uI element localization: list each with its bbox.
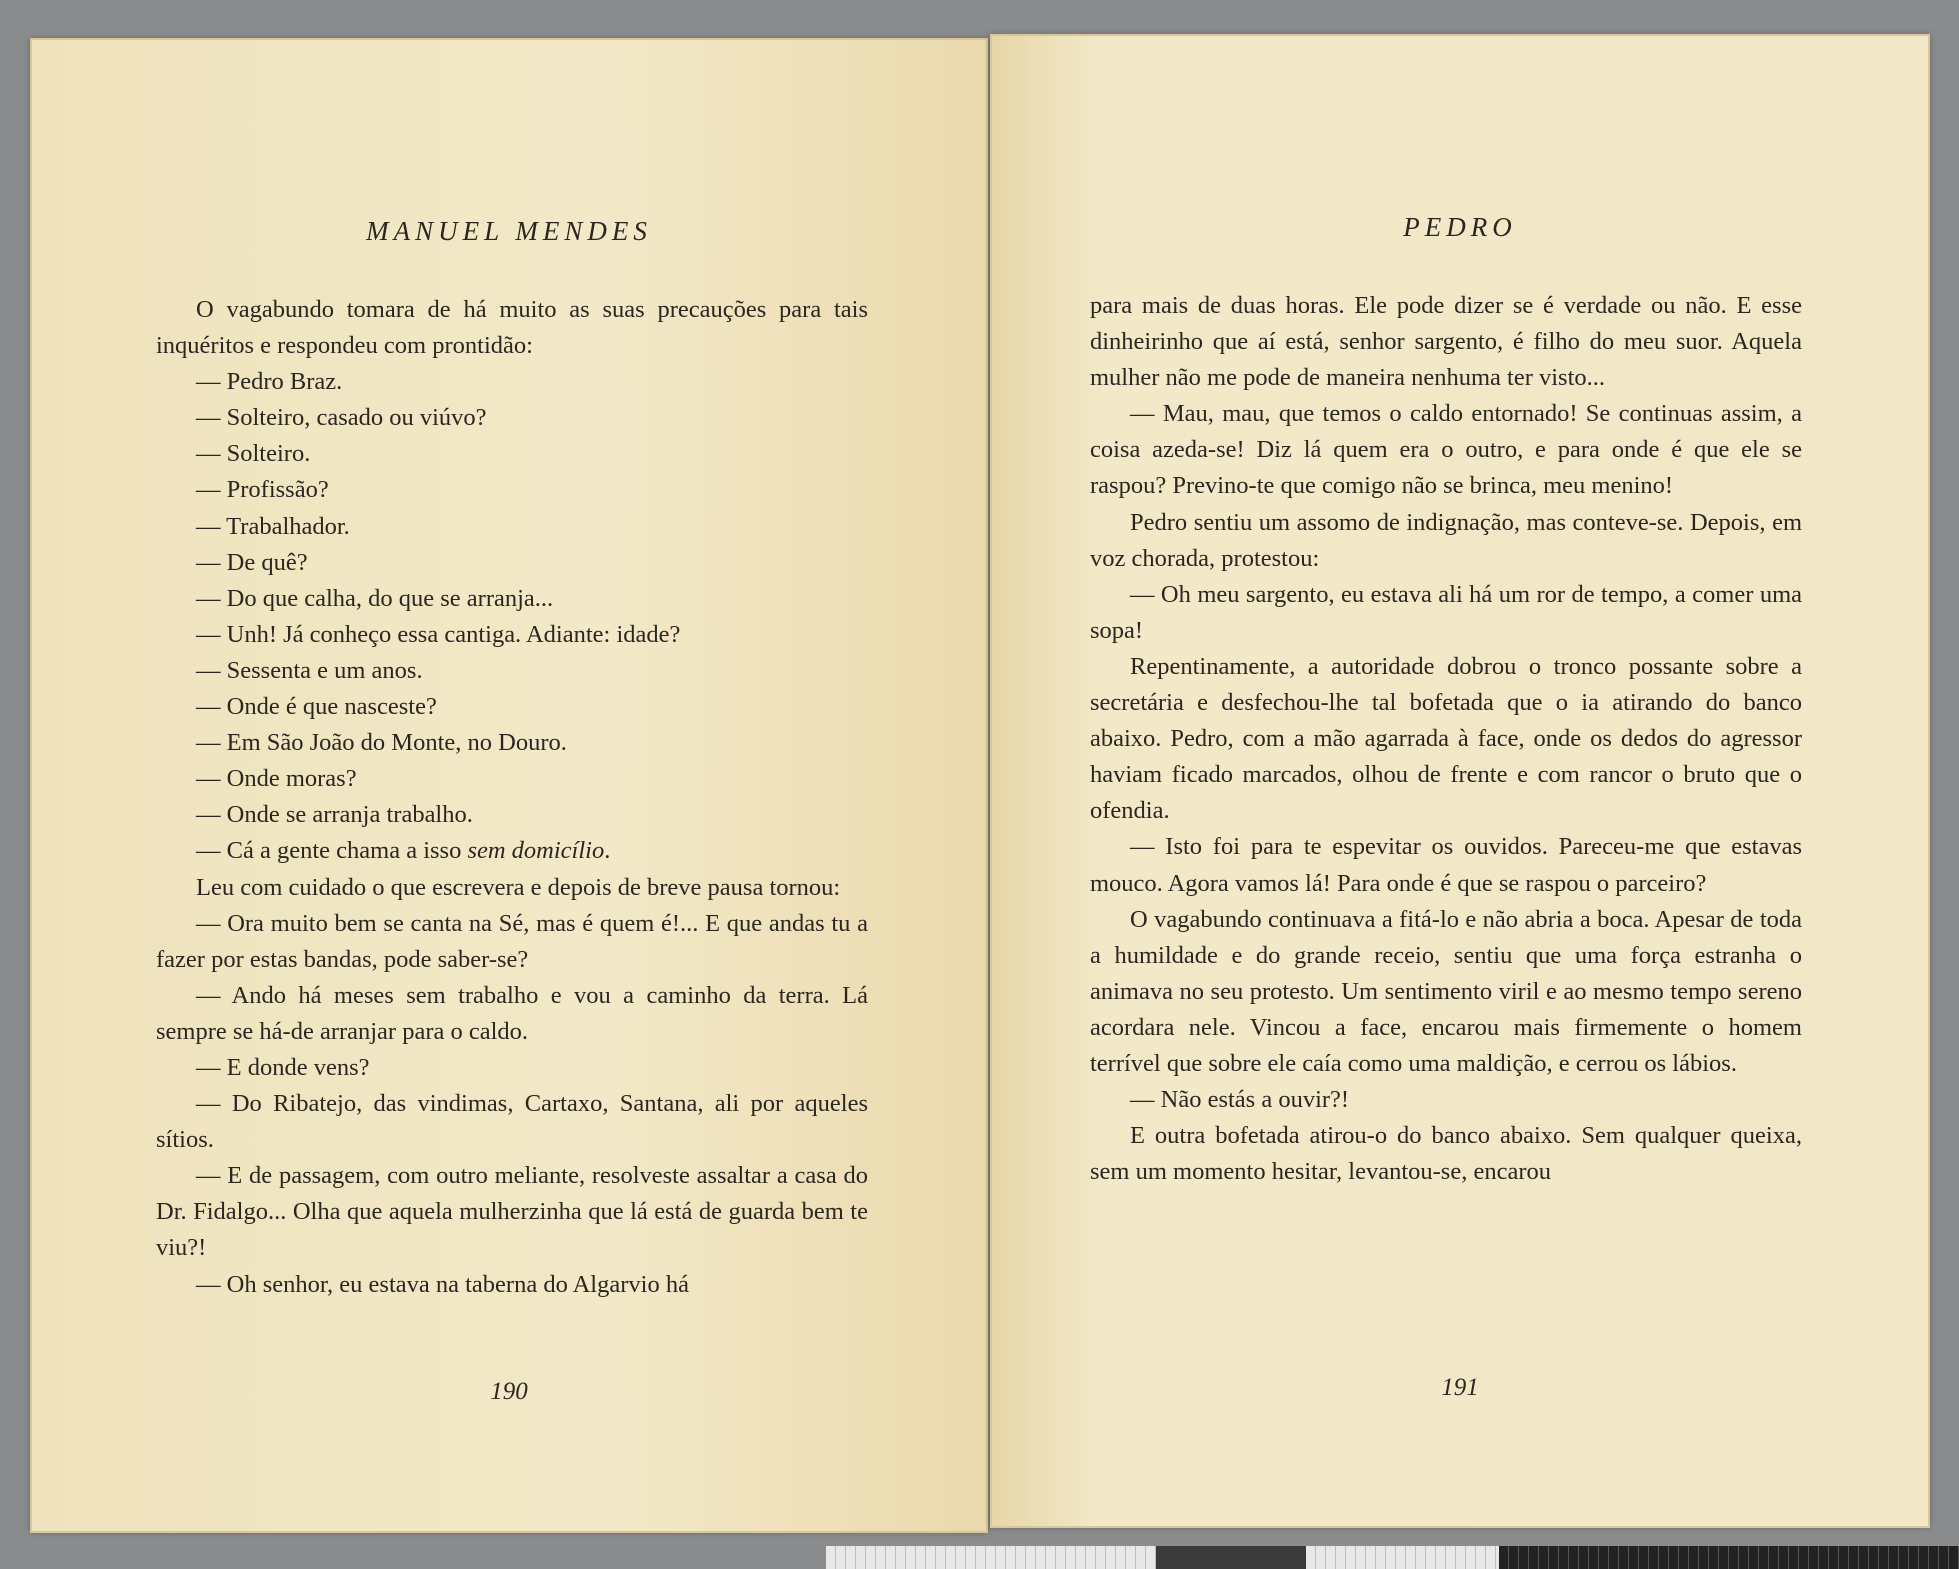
paragraph-text: Repentinamente, a autoridade dobrou o tronco possante sobre a secretária e desfechou-lhe tal bofetada que o ia atirando do banco abaixo. Pedro, com a mão agarrada à face, onde os dedos do agressor haviam ficado marcados, olhou de frente e com rancor o bruto que o ofendia. [1090,652,1802,825]
paragraph-text: para mais de duas horas. Ele pode dizer se é verdade ou não. E esse dinheirinho que aí está, senhor sargento, é filho do meu suor. Aquela mulher não me pode de maneira nenhuma ter visto... [1090,292,1802,392]
right-page [990,34,1930,1528]
paragraph-text: — Em São João do Monte, no Douro. [196,729,567,757]
paragraph [156,689,868,725]
paragraph [156,364,868,400]
paragraph [156,761,868,797]
paragraph [156,870,868,906]
paragraph [156,509,868,545]
paragraph-text: — Solteiro. [196,440,311,468]
paragraph [156,1267,868,1303]
paragraph-text: — Cá a gente chama a isso [196,837,468,865]
paragraph-text: — Mau, mau, que temos o caldo entornado! Se continuas assim, a coisa azeda-se! Diz lá quem era o outro, e para onde é que ele se raspou? Previno-te que comigo não se brinca, meu menino! [1090,400,1802,500]
paragraph [156,581,868,617]
paragraph-text: — E de passagem, com outro meliante, resolveste assaltar a casa do Dr. Fidalgo... Olha que aquela mulherzinha que lá está de guarda bem te viu?! [156,1162,868,1262]
paragraph [156,797,868,833]
scale-ruler [826,1546,1959,1569]
paragraph-text: — Profissão? [196,476,329,504]
paragraph-text: — Onde é que nasceste? [196,693,437,721]
paragraph-text: — Isto foi para te espevitar os ouvidos. Pareceu-me que estavas mouco. Agora vamos lá! Para onde é que se raspou o parceiro? [1090,833,1802,897]
left-page [30,38,988,1533]
paragraph [1090,1118,1802,1190]
paragraph-text: — Trabalhador. [196,512,350,540]
paragraph [156,1086,868,1158]
paragraph [1090,1082,1802,1118]
body-text-left [156,292,868,1303]
italic-phrase: sem domicílio [467,837,605,865]
ruler-dark-segment [1156,1546,1306,1569]
paragraph [156,472,868,508]
paragraph-text: — Não estás a ouvir?! [1130,1086,1350,1114]
paragraph-text: — De quê? [196,548,308,576]
paragraph [156,545,868,581]
paragraph [156,833,868,869]
paragraph [156,906,868,978]
paragraph-text: Leu com cuidado o que escrevera e depois de breve pausa tornou: [196,873,841,901]
paragraph [156,292,868,364]
paragraph [156,400,868,436]
paragraph-text: — Oh senhor, eu estava na taberna do Algarvio há [196,1270,689,1298]
paragraph-text: — Pedro Braz. [196,368,343,396]
paragraph-text: E outra bofetada atirou-o do banco abaixo. Sem qualquer queixa, sem um momento hesitar, levantou-se, encarou [1090,1122,1802,1186]
paragraph [156,725,868,761]
paragraph [1090,902,1802,1082]
paragraph-text: — Do que calha, do que se arranja... [196,584,554,612]
running-head-left: MANUEL MENDES [366,216,652,246]
paragraph [156,1158,868,1266]
paragraph [156,1050,868,1086]
paragraph [156,436,868,472]
paragraph-text: — Sessenta e um anos. [196,656,423,684]
paragraph-text: Pedro sentiu um assomo de indignação, mas conteve-se. Depois, em voz chorada, protestou: [1090,508,1802,572]
paragraph-text: — E donde vens? [196,1053,370,1081]
running-head-right: PEDRO [1403,212,1517,242]
page-number-left: 190 [490,1378,528,1405]
paragraph [156,617,868,653]
paragraph-text: — Ora muito bem se canta na Sé, mas é quem é!... E que andas tu a fazer por estas bandas, pode saber-se? [156,909,868,973]
paragraph-text: — Onde se arranja trabalho. [196,801,473,829]
paragraph-text: — Unh! Já conheço essa cantiga. Adiante: idade? [196,620,681,648]
paragraph-text: O vagabundo tomara de há muito as suas precauções para tais inquéritos e respondeu com prontidão: [156,296,868,360]
paragraph-text: O vagabundo continuava a fitá-lo e não abria a boca. Apesar de toda a humildade e do grande receio, sentiu que uma força estranha o animava no seu protesto. Um sentimento viril e ao mesmo tempo sereno acordara nele. Vincou a face, encarou mais firmemente o homem terrível que sobre ele caía como uma maldição, e cerrou os lábios. [1090,905,1802,1077]
paragraph-text: — Ando há meses sem trabalho e vou a caminho da terra. Lá sempre se há-de arranjar para o caldo. [156,981,868,1045]
paragraph [1090,577,1802,649]
paragraph [156,653,868,689]
ruler-dark-end [1499,1546,1959,1569]
body-text-right [1090,288,1802,1190]
paragraph [1090,829,1802,901]
paragraph [1090,396,1802,504]
paragraph-text: — Onde moras? [196,765,357,793]
paragraph [1090,649,1802,829]
paragraph-text: — Do Ribatejo, das vindimas, Cartaxo, Santana, ali por aqueles sítios. [156,1090,868,1154]
paragraph [1090,505,1802,577]
paragraph-text: — Solteiro, casado ou viúvo? [196,404,487,432]
paragraph [156,978,868,1050]
paragraph [1090,288,1802,396]
paragraph-text: — Oh meu sargento, eu estava ali há um ror de tempo, a comer uma sopa! [1090,580,1802,644]
paragraph-text-tail: . [604,837,611,865]
page-number-right: 191 [1441,1374,1479,1401]
